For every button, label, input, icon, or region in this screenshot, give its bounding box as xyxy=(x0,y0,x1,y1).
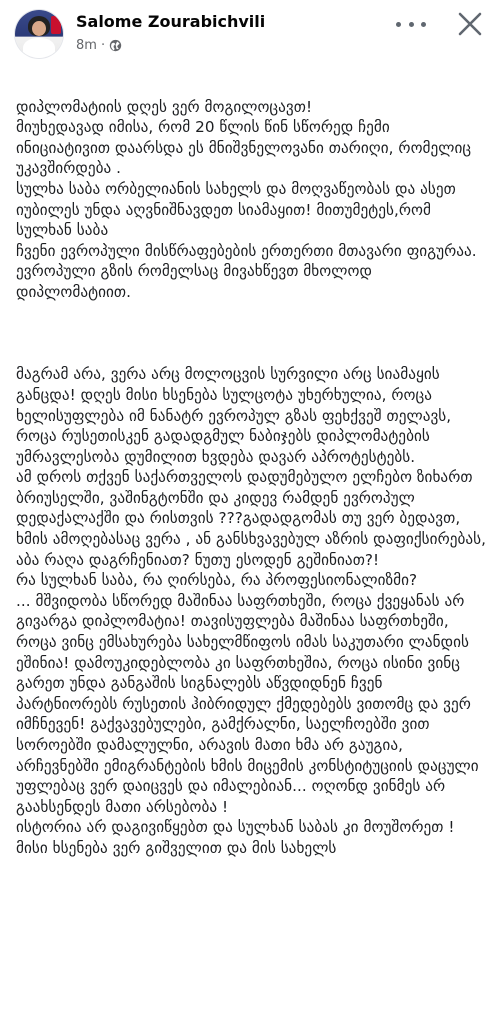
more-horizontal-icon[interactable] xyxy=(396,14,426,34)
post-paragraph: დიპლომატიის დღეს ვერ მოგილოცავთ! მიუხედავად იმისა, რომ 20 წლის წინ სწორედ ჩემი ინიციატივით დაარსდა ეს მნიშვნელოვანი თარიღი, რომელიც უკავშირდება . სულხა საბა ორბელიანის სახელს და მოღვაწეობას და ასეთ იუბილეს უნდა აღვნიშნავდეთ სიამაყით! მითუმეტეს,რომ სულხან საბა ჩვენი ევროპული მისწრაფებების ერთერთი მთავარი ფიგურაა. ევროპული გზის რომელსაც მივახწევთ მხოლოდ დიპლომატიით. xyxy=(16,97,477,301)
post-body xyxy=(16,76,488,879)
post-timestamp[interactable]: 8m xyxy=(76,38,97,53)
post-paragraph: მაგრამ არა, ვერა არც მოლოცვის სურვილი არც სიამაყის განცდა! დღეს მისი ხსენება სულცოტა უხერხულია, როცა ხელისუფლება იმ ნანატრ ევროპულ გზას ფეხქვეშ თელავს, როცა რუსეთისკენ გადადგმულ ნაბიჯებს დიპლომატების უმრავლესობა დუმილით ხვდება დავარ აპროტესტებს. ამ დროს თქვენ საქართველოს დადუმებულო ელჩებო ზიხართ ბრიუსელში, ვაშინგტონში და კიდევ რამდენ ევროპულ დედაქალაქში და რისთვის ???გადადგომას თუ ვერ ბედავთ, ხმის ამოღებასაც ვერა , ან განსხვავებულ აზრის დაფიქსირებას, აბა რაღა დაგრჩენიათ? ნუთუ ესოდენ გეშინიათ?! რა სულხან საბა, რა ღირსება, რა პროფესიონალიზმი? ... მშვიდობა სწორედ მაშინაა საფრთხეში, როცა ქვეყანას არ გივარგა დიპლომატია! თავისუფლება მაშინაა საფრთხეში, როცა ვინც ემსახურება სახელმწიფოს იმას საკუთარი ლანდის ეშინია! დამოუკიდებლობა კი საფრთხეშია, როცა ისინი ვინც გარეთ უნდა განგაშის სიგნალებს აწვდიდნენ ჩვენ პარტნიორებს რუსეთის ჰიბრიდულ ქმედებებს ვითომც და ვერ იმჩნევენ! გაქვავებულები, გამქრალნი, საელჩოებში ვით სოროებში დამალულნი, არავის მათი ხმა არ გაუგია, არჩევნებში ემიგრანტების ხმის მიცემის კონსტიტუციის დაცული უფლებაც ვერ დაიცვეს და იმალებიან... ოღონდ ვინმეს არ გაახსენდეს მათი არსებობა ! ისტორია არ დაგივიწყებთ და სულხან საბას კი მოუშორეთ ! მისი ხსენება ვერ გიშველით და მის სახელს xyxy=(16,365,487,857)
avatar-face xyxy=(32,21,46,36)
meta-separator: · xyxy=(100,38,106,53)
post-header xyxy=(0,0,495,66)
avatar-flag xyxy=(51,16,61,34)
close-icon[interactable] xyxy=(456,10,484,38)
author-avatar[interactable] xyxy=(15,10,63,58)
globe-icon[interactable] xyxy=(109,39,122,52)
author-name[interactable]: Salome Zourabichvili xyxy=(76,12,266,31)
paragraph-gap xyxy=(16,323,488,344)
post-meta xyxy=(76,38,122,53)
avatar-shirt xyxy=(23,38,55,58)
